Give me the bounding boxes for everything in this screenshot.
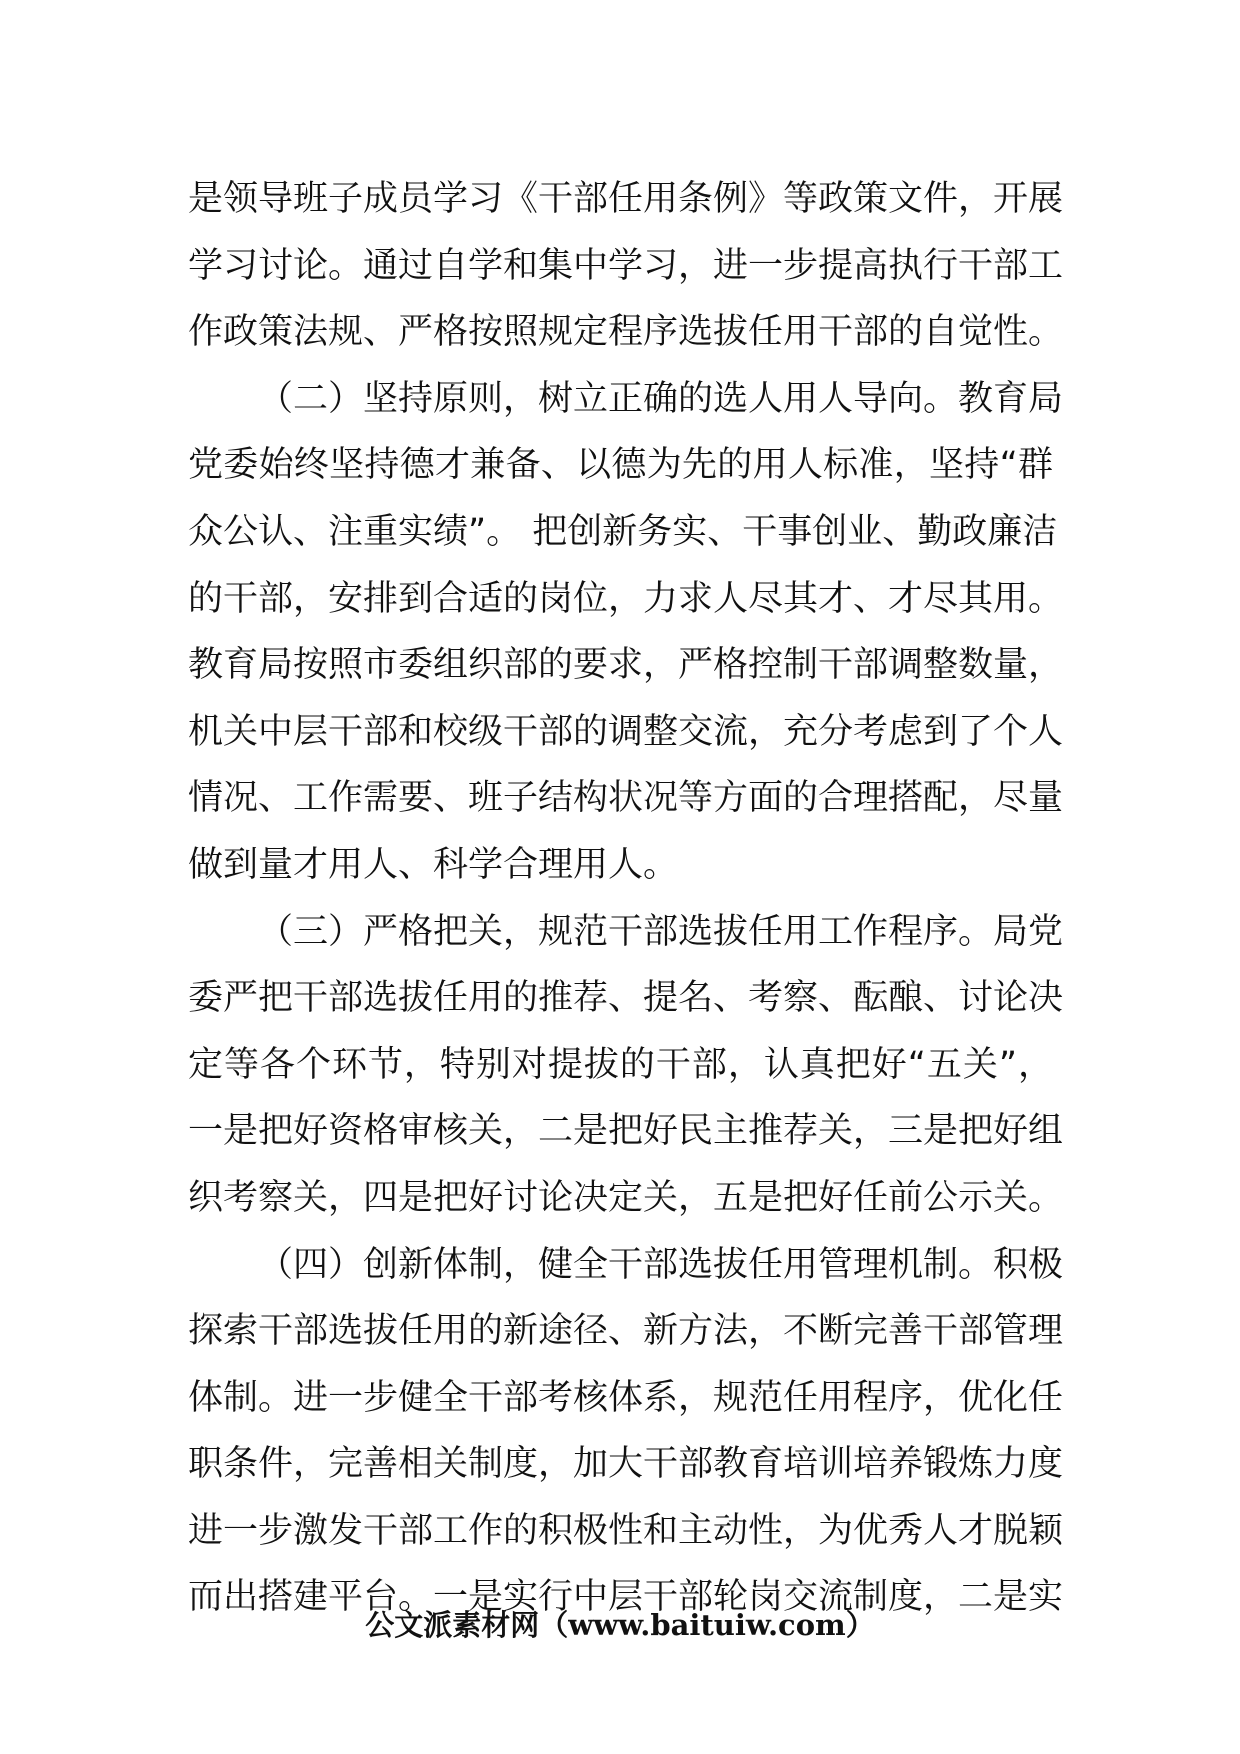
text-line: 是领导班子成员学习《干部任用条例》等政策文件，开展	[188, 179, 1064, 219]
body-text	[188, 166, 1064, 1631]
text-line: 织考察关，四是把好讨论决定关，五是把好任前公示关。	[188, 1177, 1064, 1218]
text-line: 情况、工作需要、班子结构状况等方面的合理搭配，尽量	[188, 778, 1064, 819]
text-line: 作政策法规、严格按照规定程序选拔任用干部的自觉性。	[188, 312, 1064, 353]
text-line: （四）创新体制，健全干部选拔任用管理机制。积极	[258, 1244, 1064, 1285]
text-line: 委严把干部选拔任用的推荐、提名、考察、酝酿、讨论决	[188, 978, 1064, 1019]
text-line: 职条件，完善相关制度，加大干部教育培训培养锻炼力度	[188, 1444, 1064, 1485]
text-line: 教育局按照市委组织部的要求，严格控制干部调整数量，	[188, 645, 1064, 686]
text-line: （三）严格把关，规范干部选拔任用工作程序。局党	[258, 911, 1064, 952]
text-line: 众公认、注重实绩”。 把创新务实、干事创业、勤政廉洁	[188, 511, 1058, 552]
text-line: 党委始终坚持德才兼备、以德为先的用人标准，坚持“群	[188, 445, 1053, 486]
text-line: 一是把好资格审核关，二是把好民主推荐关，三是把好组	[188, 1111, 1064, 1152]
footer-watermark: 公文派素材网（www.baituiw.com）	[365, 1608, 875, 1642]
text-line: 定等各个环节，特别对提拔的干部，认真把好“五关”，	[188, 1044, 1053, 1085]
text-line: 的干部，安排到合适的岗位，力求人尽其才、才尽其用。	[188, 578, 1064, 619]
text-line: 学习讨论。通过自学和集中学习，进一步提高执行干部工	[188, 245, 1064, 286]
text-line: （二）坚持原则，树立正确的选人用人导向。教育局	[258, 378, 1064, 419]
text-line: 体制。进一步健全干部考核体系，规范任用程序，优化任	[188, 1377, 1064, 1418]
text-line: 而出搭建平台。一是实行中层干部轮岗交流制度，二是实	[188, 1577, 1064, 1618]
text-line: 进一步激发干部工作的积极性和主动性，为优秀人才脱颖	[188, 1510, 1064, 1551]
text-line: 做到量才用人、科学合理用人。	[188, 844, 679, 885]
text-line: 探索干部选拔任用的新途径、新方法，不断完善干部管理	[188, 1311, 1064, 1352]
text-line: 机关中层干部和校级干部的调整交流，充分考虑到了个人	[188, 711, 1064, 752]
